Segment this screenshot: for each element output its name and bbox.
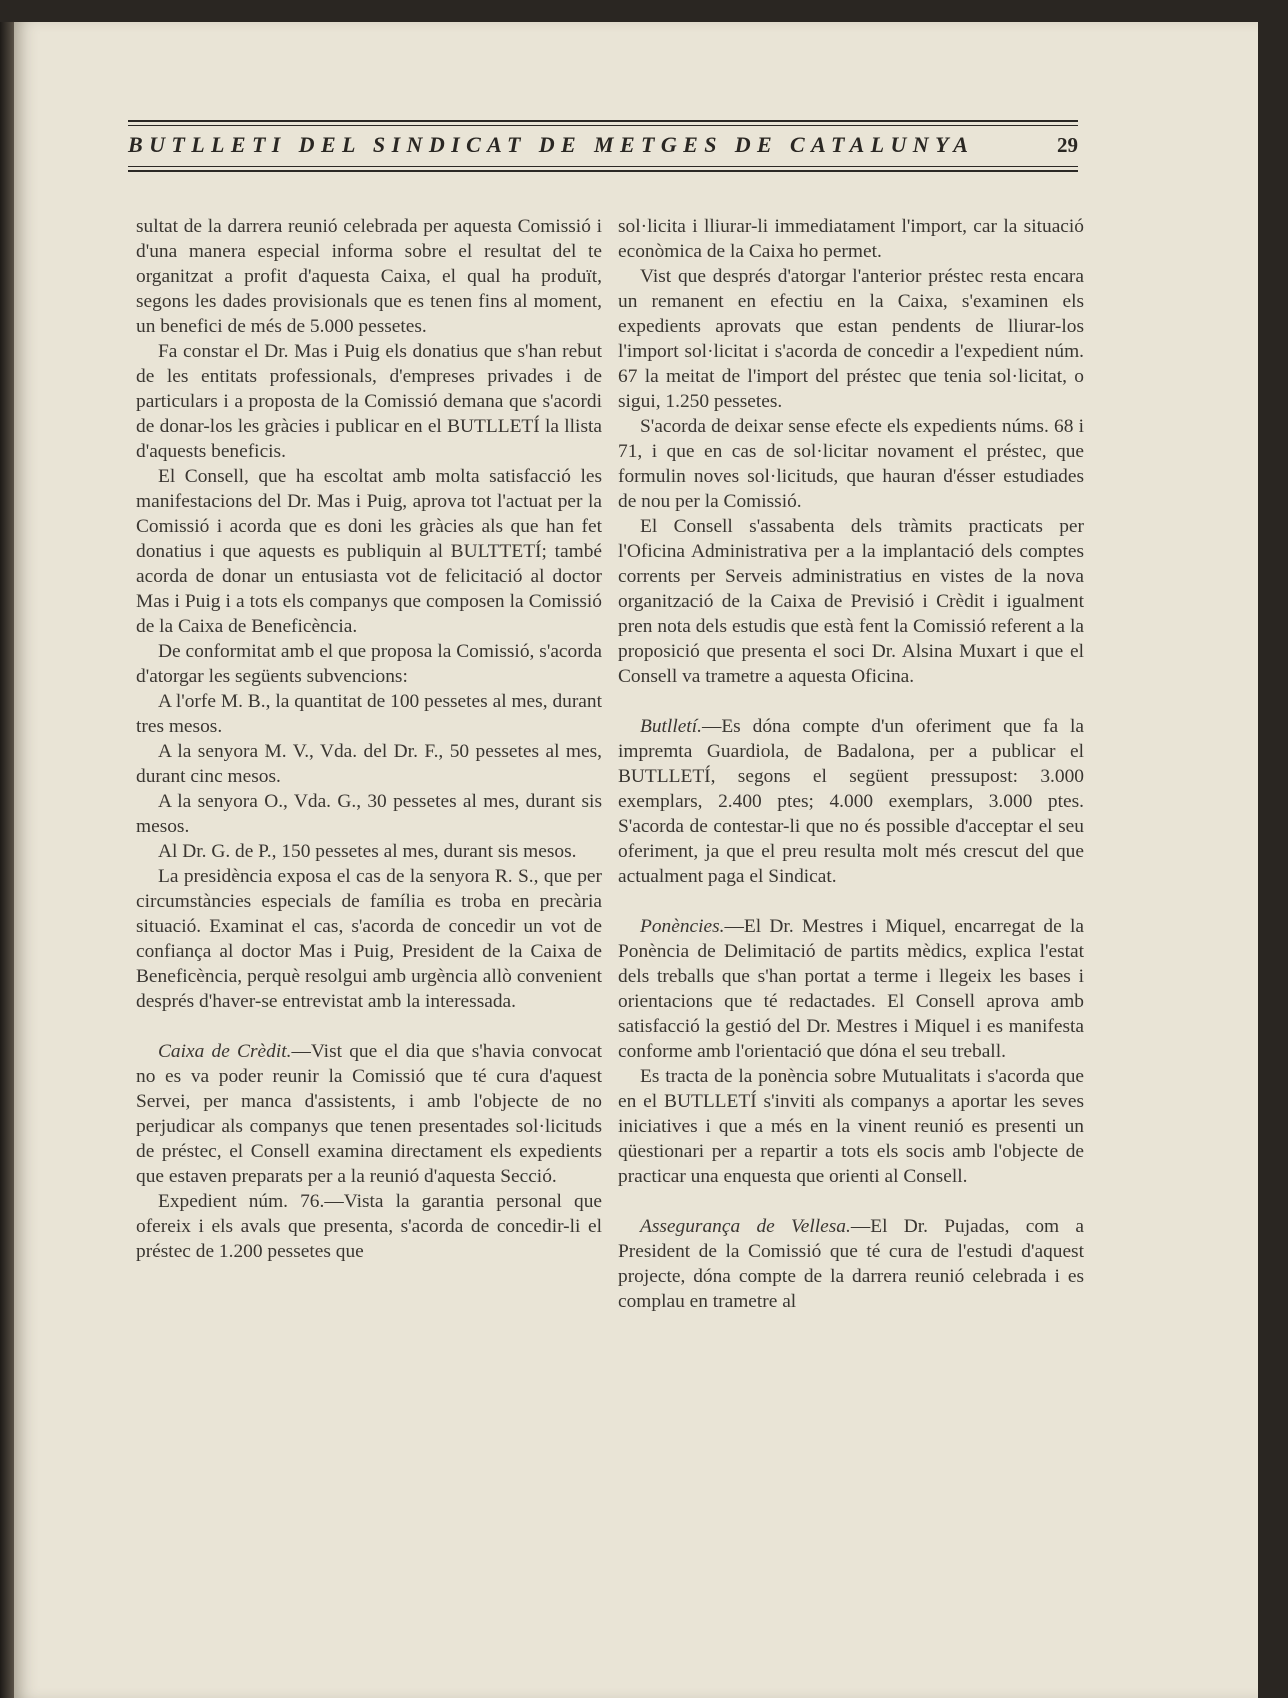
section-paragraph (618, 914, 1084, 1064)
paragraph: A la senyora M. V., Vda. del Dr. F., 50 pessetes al mes, durant cinc mesos. (136, 741, 602, 787)
left-column (136, 214, 602, 1264)
paragraph: sol·licita i lliurar-li immediatament l'import, car la situació econòmica de la Caixa ho permet. (618, 216, 1084, 262)
section-text: —Vist que el dia que s'havia convocat no es va poder reunir la Comissió que té cura d'aquest Servei, per manca d'assistents, i amb l'objecte de no perjudicar als companys que tenen presentades sol·licituds de préstec, el Consell examina directament els expedients que estaven preparats per a la reunió d'aquesta Secció. (136, 1041, 602, 1187)
paragraph: El Consell s'assabenta dels tràmits practicats per l'Oficina Administrativa per a la implantació dels comptes corrents per Serveis administratius en vistes de la nova organització de la Caixa de Previsió i Crèdit i igualment pren nota dels estudis que està fent la Comissió referent a la proposició que presenta el soci Dr. Alsina Muxart i que el Consell va trametre a aquesta Oficina. (618, 516, 1084, 687)
header-row (128, 126, 1078, 166)
paragraph: Expedient núm. 76.—Vista la garantia personal que ofereix i els avals que presenta, s'acorda de concedir-li el préstec de 1.200 pessetes que (136, 1191, 602, 1262)
paragraph: Al Dr. G. de P., 150 pessetes al mes, durant sis mesos. (158, 841, 577, 862)
header-rule-bottom (128, 170, 1078, 172)
section-heading: Assegurança de Vellesa. (640, 1216, 851, 1237)
paragraph: De conformitat amb el que proposa la Comissió, s'acorda d'atorgar les següents subvencions: (136, 641, 602, 687)
header-rule-top (128, 120, 1078, 122)
paragraph: La presidència exposa el cas de la senyora R. S., que per circumstàncies especials de família es troba en precària situació. Examinat el cas, s'acorda de concedir un vot de confiança al doctor Mas i Puig, President de la Caixa de Beneficència, perquè resolgui amb urgència allò convenient després d'haver-se entrevistat amb la interessada. (136, 866, 602, 1012)
journal-title: BUTLLETI DEL SINDICAT DE METGES DE CATALUNYA (128, 132, 975, 157)
section-heading: Caixa de Crèdit. (158, 1041, 292, 1062)
paragraph: El Consell, que ha escoltat amb molta satisfacció les manifestacions del Dr. Mas i Puig, aprova tot l'actuat per la Comissió i acorda que es doni les gràcies als que han fet donatius i que aquests es publiquin al BULTTETÍ; també acorda de donar un entusiasta vot de felicitació al doctor Mas i Puig i a tots els companys que composen la Comissió de la Caixa de Beneficència. (136, 466, 602, 637)
header-rule-bottom-thin (128, 166, 1078, 167)
paragraph: A la senyora O., Vda. G., 30 pessetes al mes, durant sis mesos. (136, 791, 602, 837)
page-edge-shadow (0, 22, 14, 1698)
paragraph: S'acorda de deixar sense efecte els expedients núms. 68 i 71, i que en cas de sol·licitar novament el préstec, que formulin noves sol·licituds, que hauran d'ésser estudiades de nou per la Comissió. (618, 416, 1084, 512)
section-heading: Ponències. (640, 916, 725, 937)
paragraph: A l'orfe M. B., la quantitat de 100 pessetes al mes, durant tres mesos. (136, 691, 602, 737)
paragraph: Fa constar el Dr. Mas i Puig els donatius que s'han rebut de les entitats professionals, d'empreses privades i de particulars i a proposta de la Comissió demana que s'acordi de donar-los les gràcies i publicar en el BUTLLETÍ la llista d'aquests beneficis. (136, 341, 602, 462)
paragraph: sultat de la darrera reunió celebrada per aquesta Comissió i d'una manera especial informa sobre el resultat del te organitzat a profit d'aquesta Caixa, el qual ha produït, segons les dades provisionals que es tenen fins al moment, un benefici de més de 5.000 pessetes. (136, 216, 602, 337)
page-number: 29 (1057, 133, 1078, 157)
section-text: —El Dr. Mestres i Miquel, encarregat de la Ponència de Delimitació de partits mèdics, explica l'estat dels treballs que s'han portat a terme i llegeix les bases i orientacions que té redactades. El Consell aprova amb satisfacció la gestió del Dr. Mestres i Miquel i es manifesta conforme amb l'orientació que dóna el seu treball. (618, 916, 1084, 1062)
section-paragraph (618, 1214, 1084, 1314)
section-paragraph (136, 1039, 602, 1189)
right-column (618, 214, 1084, 1314)
paragraph: Vist que després d'atorgar l'anterior préstec resta encara un remanent en efectiu en la Caixa, s'examinen els expedients aprovats que estan pendents de lliurar-los l'import sol·licitat i s'acorda de concedir a l'expedient núm. 67 la meitat de l'import del préstec que tenia sol·licitat, o sigui, 1.250 pessetes. (618, 266, 1084, 412)
section-text: —Es dóna compte d'un oferiment que fa la impremta Guardiola, de Badalona, per a publicar el BUTLLETÍ, segons el següent pressupost: 3.000 exemplars, 2.400 ptes; 4.000 exemplars, 3.000 ptes. S'acorda de contestar-li que no és possible d'acceptar el seu oferiment, ja que el preu resulta molt més crescut del que actualment paga el Sindicat. (618, 716, 1084, 887)
paragraph: Es tracta de la ponència sobre Mutualitats i s'acorda que en el BUTLLETÍ s'inviti als companys a aportar les seves iniciatives i que a més en la vinent reunió es presenti un qüestionari per a repartir a tots els socis amb l'objecte de practicar una enquesta que orienti al Consell. (618, 1066, 1084, 1187)
running-header (128, 120, 1078, 172)
section-paragraph (618, 714, 1084, 889)
section-text: —El Dr. Pujadas, com a President de la Comissió que té cura de l'estudi d'aquest projecte, dóna compte de la darrera reunió celebrada i es complau en trametre al (618, 1216, 1084, 1312)
section-heading: Butlletí. (640, 716, 702, 737)
